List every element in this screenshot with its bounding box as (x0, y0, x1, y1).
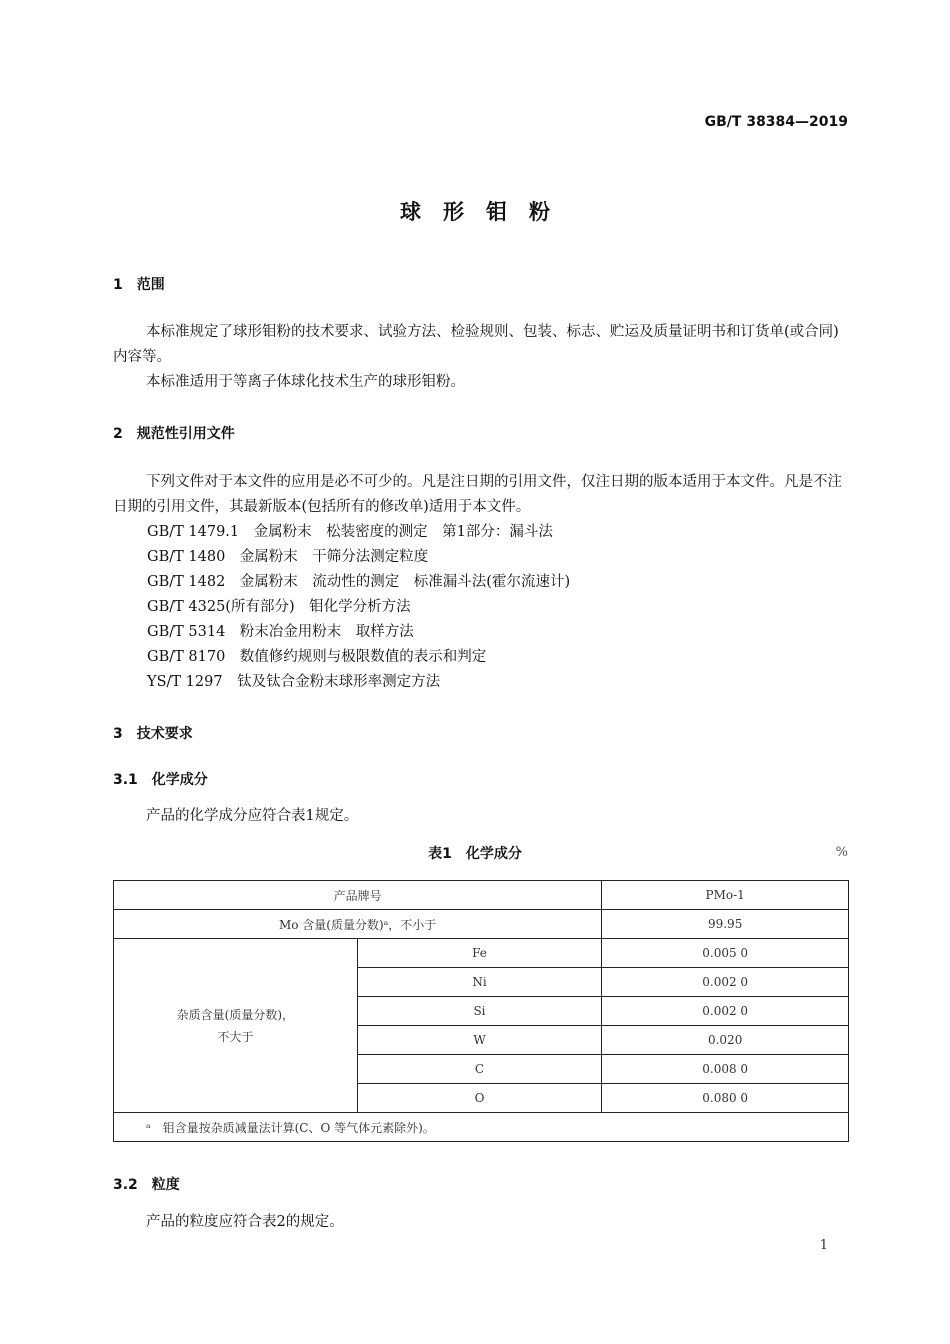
section-1-paragraph-1-text: 本标准规定了球形钼粉的技术要求、试验方法、检验规则、包装、标志、贮运及质量证明书和订货单(或合同)内容等。 (113, 324, 839, 365)
reference-item: GB/T 1480 金属粉末 干筛分法测定粒度 (147, 549, 429, 565)
reference-item: GB/T 1482 金属粉末 流动性的测定 标准漏斗法(霍尔流速计) (147, 574, 571, 590)
table-row (114, 910, 849, 939)
page-number: 1 (819, 1238, 828, 1253)
section-1-heading: 1 范围 (113, 277, 165, 293)
reference-item: GB/T 1479.1 金属粉末 松装密度的测定 第1部分：漏斗法 (147, 524, 553, 540)
element-value-cell: 0.080 0 (602, 1084, 849, 1113)
table-row (114, 1113, 849, 1142)
section-1-paragraph-1 (113, 320, 849, 370)
reference-item: GB/T 5314 粉末冶金用粉末 取样方法 (147, 624, 414, 640)
element-value-cell: 0.002 0 (602, 997, 849, 1026)
element-value-cell: 0.005 0 (602, 939, 849, 968)
section-2-paragraph-text: 下列文件对于本文件的应用是必不可少的。凡是注日期的引用文件，仅注日期的版本适用于本文件。凡是不注日期的引用文件，其最新版本(包括所有的修改单)适用于本文件。 (113, 474, 842, 515)
section-3-heading: 3 技术要求 (113, 726, 193, 742)
table-footnote: ᵃ 钼含量按杂质减量法计算(C、O 等气体元素除外)。 (114, 1113, 849, 1142)
impurity-label-cell (114, 939, 358, 1113)
element-value-cell: 0.020 (602, 1026, 849, 1055)
element-cell: Si (357, 997, 602, 1026)
element-value-cell: 0.002 0 (602, 968, 849, 997)
element-cell: W (357, 1026, 602, 1055)
element-cell: C (357, 1055, 602, 1084)
reference-item: GB/T 4325(所有部分) 钼化学分析方法 (147, 599, 411, 615)
document-title: 球形钼粉 (400, 200, 572, 224)
section-1-paragraph-2-text: 本标准适用于等离子体球化技术生产的球形钼粉。 (146, 374, 465, 390)
element-cell: O (357, 1084, 602, 1113)
element-value-cell: 0.008 0 (602, 1055, 849, 1084)
section-3-2-paragraph-text: 产品的粒度应符合表2的规定。 (146, 1214, 344, 1230)
table-1-title: 表1 化学成分 (428, 846, 522, 862)
element-cell: Ni (357, 968, 602, 997)
section-2-paragraph (113, 470, 849, 520)
section-1-paragraph-2 (113, 370, 849, 395)
standard-code: GB/T 38384—2019 (704, 114, 848, 130)
chemical-composition-table (113, 880, 849, 1142)
grade-value-cell: PMo-1 (602, 881, 849, 910)
table-1-unit: % (835, 845, 848, 860)
impurity-label-line-2: 不大于 (217, 1029, 254, 1044)
table-row (114, 939, 849, 968)
reference-item: YS/T 1297 钛及钛合金粉末球形率测定方法 (147, 674, 441, 690)
grade-label-cell: 产品牌号 (114, 881, 602, 910)
reference-item: GB/T 8170 数值修约规则与极限数值的表示和判定 (147, 649, 487, 665)
section-3-1-heading: 3.1 化学成分 (113, 772, 208, 788)
section-2-heading: 2 规范性引用文件 (113, 426, 235, 442)
table-row (114, 881, 849, 910)
section-3-2-heading: 3.2 粒度 (113, 1177, 180, 1193)
section-3-2-paragraph (113, 1210, 849, 1235)
element-cell: Fe (357, 939, 602, 968)
section-3-1-paragraph (113, 804, 849, 829)
section-3-1-paragraph-text: 产品的化学成分应符合表1规定。 (146, 808, 359, 824)
impurity-label-line-1: 杂质含量(质量分数)， (176, 1007, 295, 1022)
mo-content-value-cell: 99.95 (602, 910, 849, 939)
mo-content-label-cell: Mo 含量(质量分数)ᵃ，不小于 (114, 910, 602, 939)
